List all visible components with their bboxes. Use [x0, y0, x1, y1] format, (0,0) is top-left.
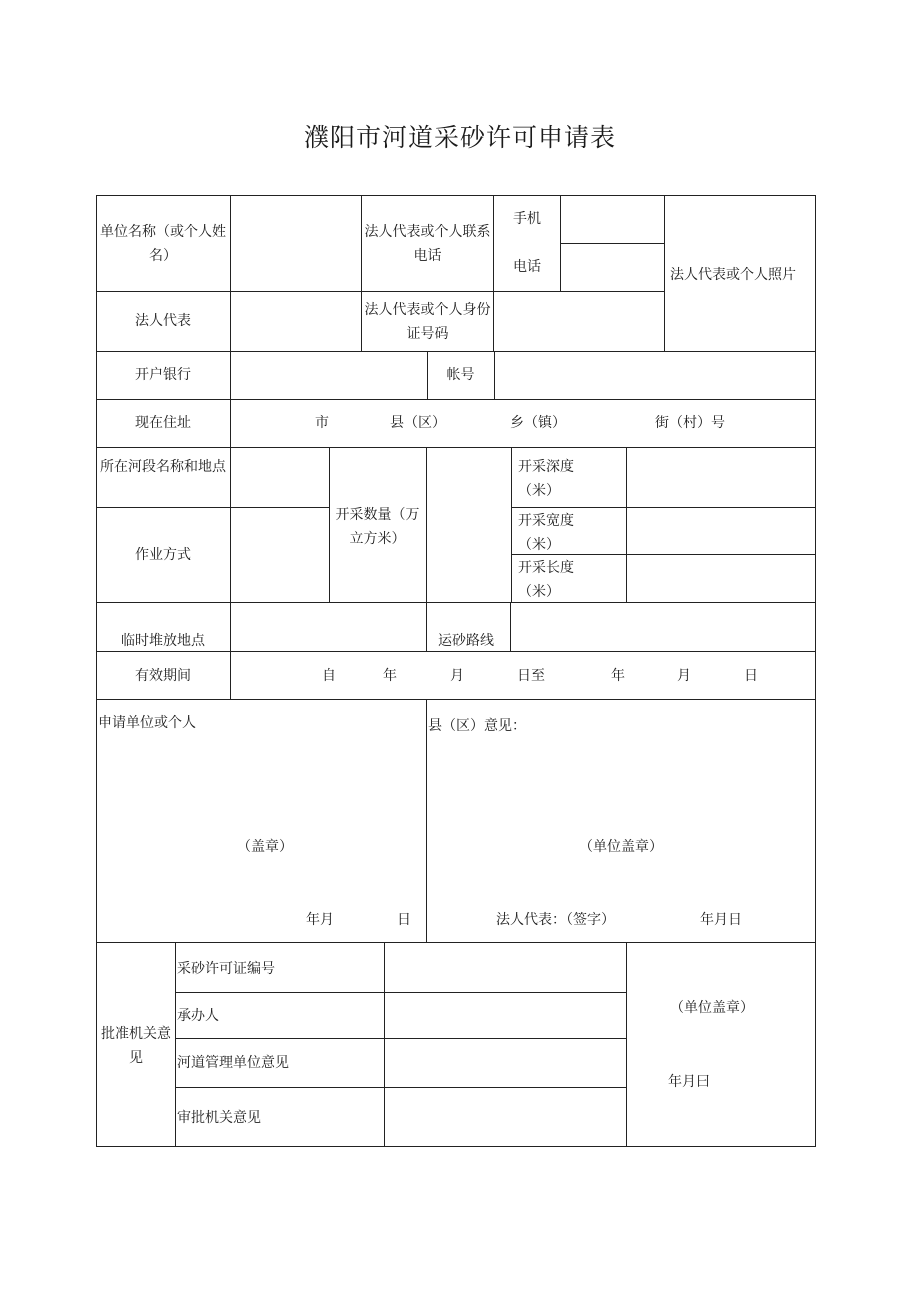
mobile-label: 手机 [513, 211, 541, 227]
depth-label: 开采深度（米） [518, 459, 574, 499]
divider [175, 1087, 627, 1088]
divider [384, 942, 385, 1146]
divider [511, 447, 512, 602]
divider [175, 942, 176, 1146]
divider [664, 195, 665, 351]
approval-unit-seal: （单位盖章） [670, 1000, 754, 1016]
validity-day-to: 日至 [517, 668, 545, 684]
divider [426, 447, 427, 602]
validity-label: 有效期间 [135, 668, 191, 684]
divider [96, 351, 816, 352]
handler-label: 承办人 [177, 1008, 219, 1024]
divider [96, 942, 816, 943]
divider [493, 195, 494, 351]
divider [175, 992, 627, 993]
divider [96, 291, 665, 292]
divider [426, 699, 427, 942]
photo-label: 法人代表或个人照片 [670, 267, 796, 283]
divider [510, 602, 511, 651]
applicant-date-day: 日 [397, 912, 411, 928]
applicant-label: 申请单位或个人 [98, 715, 196, 731]
divider [361, 195, 362, 351]
divider [96, 507, 329, 508]
river-management-opinion-label: 河道管理单位意见 [177, 1055, 289, 1071]
validity-from: 自 [322, 668, 336, 684]
divider [426, 602, 427, 651]
phone-label: 电话 [513, 259, 541, 275]
divider [626, 447, 627, 602]
unit-name-label: 单位名称（或个人姓名） [100, 224, 226, 264]
applicant-seal: （盖章） [237, 839, 293, 855]
address-county: 县（区） [390, 415, 446, 431]
applicant-date-year-month: 年月 [306, 912, 334, 928]
legal-rep-label: 法人代表 [135, 313, 191, 329]
divider [230, 602, 231, 651]
approval-authority-label: 批准机关意见 [101, 1026, 171, 1066]
divider [230, 351, 231, 399]
validity-month-2: 月 [677, 668, 691, 684]
table-border-right [815, 195, 816, 1147]
license-number-label: 采砂许可证编号 [177, 961, 275, 977]
divider [96, 602, 816, 603]
divider [230, 447, 231, 602]
divider [96, 699, 816, 700]
divider [96, 447, 816, 448]
divider [96, 399, 816, 400]
id-number-label: 法人代表或个人身份证号码 [364, 302, 491, 342]
approval-date: 年月曰 [668, 1074, 710, 1090]
account-label: 帐号 [446, 367, 475, 383]
length-label: 开采长度（米） [518, 560, 574, 600]
table-border-left [96, 195, 97, 1147]
divider [230, 195, 231, 351]
quantity-label: 开采数量（万立方米） [335, 507, 420, 547]
storage-label: 临时堆放地点 [121, 633, 205, 649]
address-label: 现在住址 [135, 415, 191, 431]
address-street: 街（村）号 [655, 415, 725, 431]
divider [511, 507, 816, 508]
table-border-top [96, 195, 816, 196]
bank-label: 开户银行 [135, 367, 191, 383]
county-legal-rep-sign: 法人代表：（签字） [496, 912, 615, 928]
address-township: 乡（镇） [510, 415, 566, 431]
divider [494, 351, 495, 399]
county-unit-seal: （单位盖章） [579, 839, 663, 855]
river-section-label: 所在河段名称和地点 [100, 459, 226, 475]
table-border-bottom [96, 1146, 816, 1147]
divider [230, 651, 231, 699]
contact-phone-label: 法人代表或个人联系电话 [364, 224, 491, 264]
method-label: 作业方式 [135, 547, 191, 563]
county-opinion-label: 县（区）意见： [428, 718, 526, 734]
address-city: 市 [315, 415, 329, 431]
validity-month-1: 月 [450, 668, 464, 684]
route-label: 运砂路线 [438, 633, 494, 649]
validity-year-1: 年 [383, 668, 397, 684]
divider [560, 243, 665, 244]
divider [175, 1038, 627, 1039]
divider [230, 399, 231, 447]
validity-year-2: 年 [611, 668, 625, 684]
county-date: 年月日 [700, 912, 742, 928]
approval-opinion-label: 审批机关意见 [177, 1110, 261, 1126]
divider [626, 942, 627, 1146]
width-label: 开采宽度（米） [518, 513, 574, 553]
page-title: 濮阳市河道采砂许可申请表 [303, 123, 616, 152]
divider [560, 195, 561, 291]
validity-day-2: 日 [744, 668, 758, 684]
